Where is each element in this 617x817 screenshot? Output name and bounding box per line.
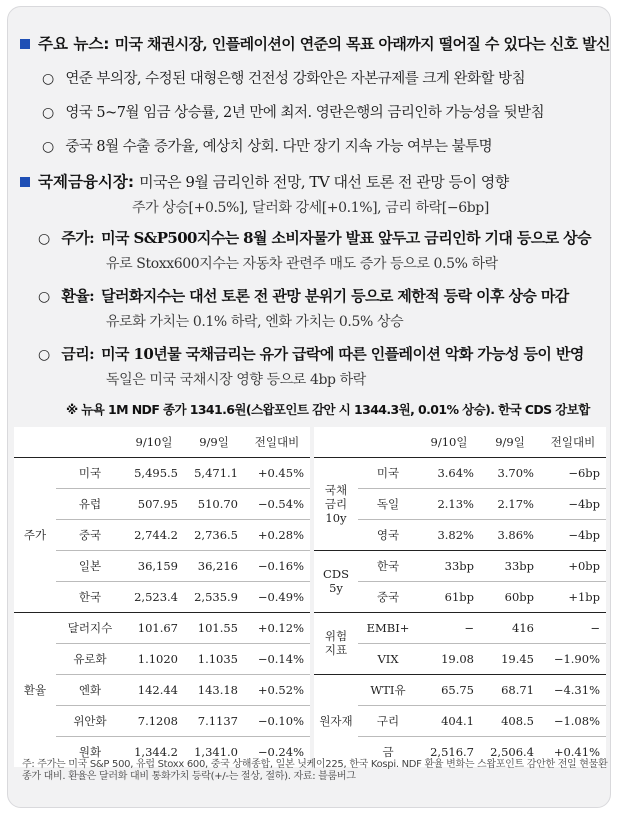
news-header-text: 미국 채권시장, 인플레이션이 연준의 목표 아래까지 떨어질 수 있다는 신호 발신 — [114, 35, 610, 53]
row-label: 미국 — [78, 465, 102, 480]
value-date2: 2,736.5 — [184, 519, 244, 550]
circle-bullet-icon: ○ — [38, 289, 51, 305]
value-date1: 36,159 — [124, 550, 184, 581]
value-date1: 2.13% — [418, 488, 480, 519]
row-label: 위안화 — [56, 705, 124, 736]
news-item — [42, 67, 525, 88]
value-date1: 33bp — [418, 550, 480, 581]
intl-item-text: 미국 10년물 국채금리는 유가 급락에 따른 인플레이션 악화 가능성 등이 반영 — [101, 345, 584, 363]
value-change: −0.16% — [244, 550, 310, 581]
value-date1: 61bp — [418, 581, 480, 612]
intl-header-label: 국제금융시장: — [38, 173, 135, 191]
table-row — [14, 519, 310, 550]
row-label: 달러지수 — [56, 612, 124, 643]
ndf-note: ※ 뉴욕 1M NDF 종가 1341.6원(스왑포인트 감안 시 1344.3원, 0.01% 상승). 한국 CDS 강보합 — [66, 402, 590, 417]
value-date2: 2,506.4 — [480, 736, 540, 767]
value-date2: 2.17% — [480, 488, 540, 519]
value-date1: 3.82% — [418, 519, 480, 550]
value-date2: 101.55 — [184, 612, 244, 643]
news-item-text: 연준 부의장, 수정된 대형은행 건전성 강화안은 자본규제를 크게 완화할 방침 — [65, 71, 526, 87]
intl-item — [38, 285, 569, 306]
value-date2: 143.18 — [184, 674, 244, 705]
report-card — [7, 6, 611, 808]
section-bullet-icon — [20, 39, 30, 49]
value-date1: 1,344.2 — [124, 736, 184, 767]
value-date2: 1.1035 — [184, 643, 244, 674]
value-change: −6bp — [568, 465, 600, 480]
value-date2: 19.45 — [480, 643, 540, 674]
table-row — [14, 643, 310, 674]
row-group-label: 주가 — [23, 527, 47, 542]
value-date2: 33bp — [480, 550, 540, 581]
row-label: 중국 — [56, 519, 124, 550]
table-row — [14, 457, 310, 488]
intl-item — [38, 343, 584, 364]
value-change: +0bp — [540, 550, 606, 581]
value-change: −0.49% — [244, 581, 310, 612]
value-change: −4.31% — [540, 674, 606, 705]
value-change: +0.41% — [540, 736, 606, 767]
value-change: −0.10% — [244, 705, 310, 736]
value-change: +0.52% — [244, 674, 310, 705]
news-header-label: 주요 뉴스: — [38, 35, 110, 53]
table-row — [314, 612, 606, 643]
row-label: VIX — [358, 643, 418, 674]
left-market-table — [14, 427, 310, 767]
table-row — [14, 705, 310, 736]
table-row — [314, 581, 606, 612]
value-date1: 2,516.7 — [418, 736, 480, 767]
circle-bullet-icon: ○ — [42, 105, 55, 121]
intl-summary: 주가 상승[+0.5%], 달러화 강세[+0.1%], 금리 하락[−6bp] — [132, 200, 489, 216]
value-date2: 5,471.1 — [194, 465, 238, 480]
value-date1: 1.1020 — [124, 643, 184, 674]
value-date2: 416 — [480, 612, 540, 643]
value-date1: − — [418, 612, 480, 643]
col-date1: 9/10일 — [124, 427, 184, 457]
table-row — [14, 674, 310, 705]
table-row — [314, 643, 606, 674]
value-change: +0.45% — [257, 465, 304, 480]
table-row — [314, 457, 606, 488]
table-row — [314, 674, 606, 705]
table-row — [14, 550, 310, 581]
row-group-label: 국채 금리 10y — [324, 482, 348, 525]
value-change: −0.14% — [244, 643, 310, 674]
row-label: 엔화 — [56, 674, 124, 705]
value-change: +0.28% — [244, 519, 310, 550]
value-change: − — [540, 612, 606, 643]
row-label: 미국 — [376, 465, 400, 480]
table-row — [314, 550, 606, 581]
intl-item-sub: 유로 Stoxx600지수는 자동차 관련주 매도 증가 등으로 0.5% 하락 — [106, 256, 498, 272]
table-row — [314, 705, 606, 736]
row-label: 영국 — [358, 519, 418, 550]
value-date1: 3.64% — [437, 465, 474, 480]
value-date2: 510.70 — [184, 488, 244, 519]
table-row — [314, 488, 606, 519]
circle-bullet-icon: ○ — [42, 139, 55, 155]
value-date2: 408.5 — [480, 705, 540, 736]
col-change: 전일대비 — [540, 427, 606, 457]
value-date2: 2,535.9 — [184, 581, 244, 612]
news-item-text: 중국 8월 수출 증가율, 예상치 상회. 다만 장기 지속 가능 여부는 불투명 — [65, 139, 493, 155]
intl-item-sub: 유로화 가치는 0.1% 하락, 엔화 가치는 0.5% 상승 — [106, 314, 404, 330]
intl-item-label: 금리: — [61, 345, 95, 363]
value-date1: 19.08 — [418, 643, 480, 674]
section-bullet-icon — [20, 177, 30, 187]
news-header — [38, 32, 610, 54]
value-date1: 2,523.4 — [124, 581, 184, 612]
row-label: 유로화 — [56, 643, 124, 674]
value-date2: 3.70% — [497, 465, 534, 480]
intl-item-label: 환율: — [61, 287, 95, 305]
row-group-label: 원자재 — [314, 674, 358, 767]
table-row — [314, 519, 606, 550]
row-label: 중국 — [358, 581, 418, 612]
value-change: +0.12% — [244, 612, 310, 643]
value-change: −0.24% — [244, 736, 310, 767]
intl-header — [38, 170, 509, 192]
news-item — [42, 135, 492, 156]
value-change: +1bp — [540, 581, 606, 612]
value-date2: 60bp — [480, 581, 540, 612]
row-group-label: 위험 지표 — [314, 612, 358, 674]
row-group-label: 환율 — [14, 612, 56, 767]
value-date2: 3.86% — [480, 519, 540, 550]
intl-header-text: 미국은 9월 금리인하 전망, TV 대선 토론 전 관망 등이 영향 — [139, 173, 509, 191]
col-date2: 9/9일 — [480, 427, 540, 457]
intl-item-sub: 독일은 미국 국채시장 영향 등으로 4bp 하락 — [106, 372, 366, 388]
col-change: 전일대비 — [244, 427, 310, 457]
intl-item — [38, 227, 591, 248]
row-label: 원화 — [56, 736, 124, 767]
row-label: 구리 — [358, 705, 418, 736]
intl-item-text: 미국 S&P500지수는 8월 소비자물가 발표 앞두고 금리인하 기대 등으로 상승 — [101, 229, 591, 247]
value-date2: 1,341.0 — [184, 736, 244, 767]
intl-item-text: 달러화지수는 대선 토론 전 관망 분위기 등으로 제한적 등락 이후 상승 마감 — [101, 287, 569, 305]
row-label: EMBI+ — [358, 612, 418, 643]
value-date2: 7.1137 — [184, 705, 244, 736]
value-date1: 65.75 — [418, 674, 480, 705]
value-date1: 404.1 — [418, 705, 480, 736]
circle-bullet-icon: ○ — [38, 347, 51, 363]
value-change: −1.90% — [540, 643, 606, 674]
row-label: 한국 — [358, 550, 418, 581]
table-row — [14, 581, 310, 612]
value-date1: 142.44 — [124, 674, 184, 705]
right-market-table — [314, 427, 606, 767]
intl-item-label: 주가: — [61, 229, 95, 247]
row-label: 금 — [358, 736, 418, 767]
circle-bullet-icon: ○ — [38, 231, 51, 247]
row-label: 일본 — [56, 550, 124, 581]
value-change: −4bp — [540, 488, 606, 519]
table-header-row — [14, 427, 310, 457]
row-label: WTI유 — [358, 674, 418, 705]
col-date2: 9/9일 — [184, 427, 244, 457]
row-group-label: CDS 5y — [314, 550, 358, 612]
row-label: 유럽 — [56, 488, 124, 519]
row-label: 한국 — [56, 581, 124, 612]
news-item-text: 영국 5~7월 임금 상승률, 2년 만에 최저. 영란은행의 금리인하 가능성을 뒷받침 — [65, 105, 545, 121]
value-date2: 36,216 — [184, 550, 244, 581]
value-change: −4bp — [540, 519, 606, 550]
value-change: −1.08% — [540, 705, 606, 736]
news-item — [42, 101, 544, 122]
circle-bullet-icon: ○ — [42, 71, 55, 87]
table-row — [14, 488, 310, 519]
value-change: −0.54% — [244, 488, 310, 519]
value-date1: 507.95 — [124, 488, 184, 519]
value-date2: 68.71 — [480, 674, 540, 705]
col-date1: 9/10일 — [418, 427, 480, 457]
footer-note: 주: 주가는 미국 S&P 500, 유럽 Stoxx 600, 중국 상해종합, 일본 닛케이225, 한국 Kospi. NDF 환율 변화는 스왑포인트 감안한 전일 현물환 종가 대비. 환율은 달러화 대비 통화가치 등락(+/-는 절상, 절하). 자료: 블룸버그 — [22, 759, 608, 782]
value-date1: 7.1208 — [124, 705, 184, 736]
value-date1: 101.67 — [124, 612, 184, 643]
row-label: 독일 — [358, 488, 418, 519]
value-date1: 2,744.2 — [124, 519, 184, 550]
table-row — [14, 612, 310, 643]
table-header-row — [314, 427, 606, 457]
value-date1: 5,495.5 — [134, 465, 178, 480]
